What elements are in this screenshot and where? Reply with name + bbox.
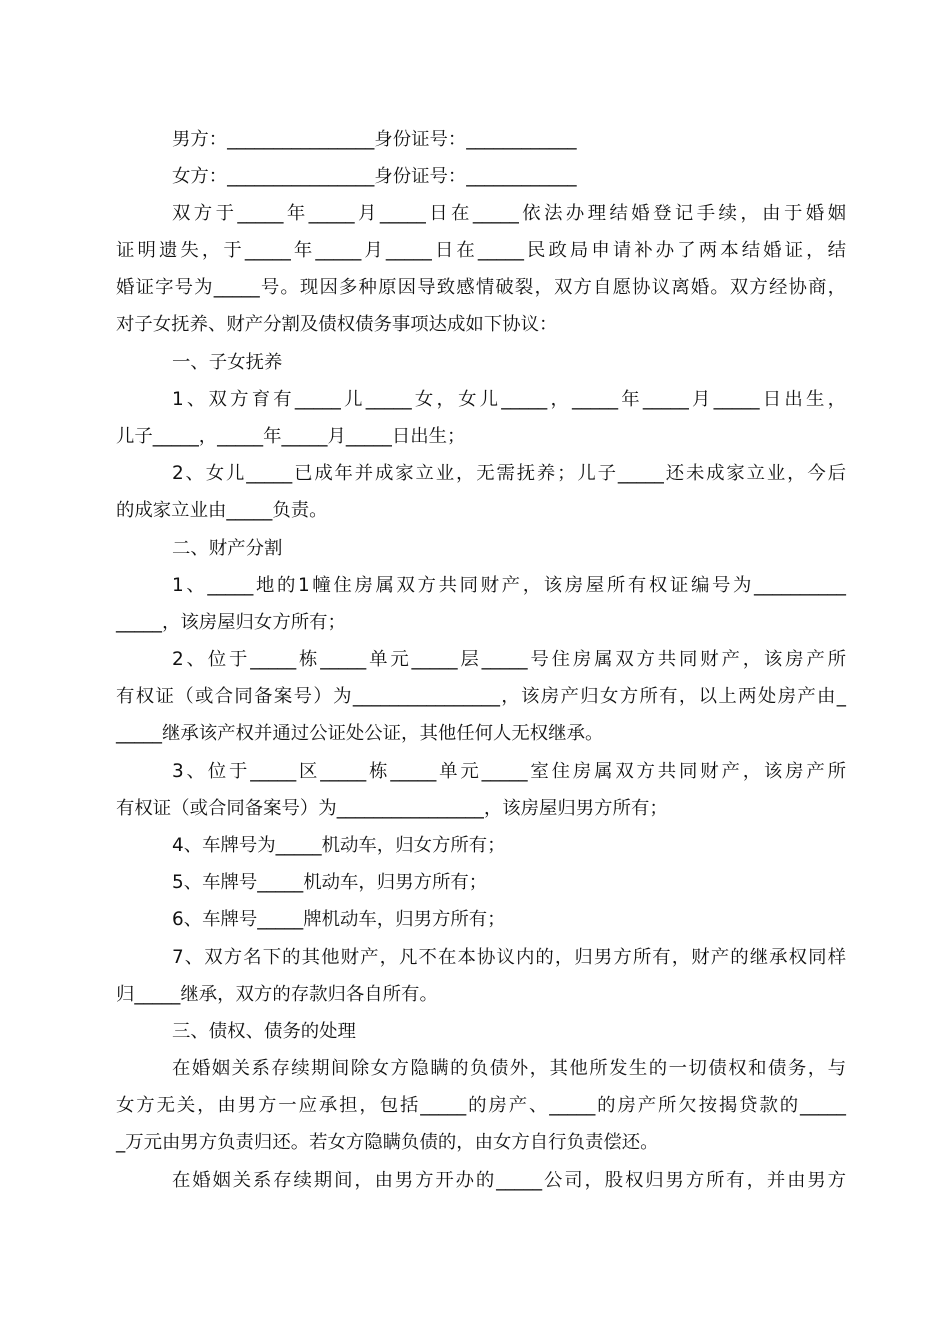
text-line: 1、双方育有_____儿_____女，女儿_____，_____年_____月_____日出生， (172, 389, 846, 410)
text-line: 在婚姻关系存续期间除女方隐瞒的负债外，其他所发生的一切债权和债务，与 (172, 1058, 846, 1079)
text-line: 3、位于_____区_____栋_____单元_____室住房属双方共同财产，该房产所 (172, 761, 846, 782)
text-line: 三、债权、债务的处理 (172, 1021, 356, 1042)
text-line: _____，该房屋归女方所有； (116, 612, 346, 633)
text-line: 双方于_____年_____月_____日在_____依法办理结婚登记手续，由于婚姻 (172, 203, 846, 224)
text-line: 2、位于_____栋_____单元_____层_____号住房属双方共同财产，该房产所 (172, 649, 846, 670)
text-line: _万元由男方负责归还。若女方隐瞒负债的，由女方自行负责偿还。 (116, 1132, 659, 1153)
text-line: 男方：________________身份证号：____________ (172, 129, 577, 150)
text-line: 5、车牌号_____机动车，归男方所有； (172, 872, 488, 893)
text-line: 4、车牌号为_____机动车，归女方所有； (172, 835, 506, 856)
text-line: 对子女抚养、财产分割及债权债务事项达成如下协议： (116, 314, 558, 335)
text-line: 女方无关，由男方一应承担，包括_____的房产、_____的房产所欠按揭贷款的_____ (116, 1095, 846, 1116)
text-line: 2、女儿_____已成年并成家立业，无需抚养；儿子_____还未成家立业，今后 (172, 463, 846, 484)
text-line: 7、双方名下的其他财产，凡不在本协议内的，归男方所有，财产的继承权同样 (172, 947, 846, 968)
text-line: 有权证（或合同备案号）为________________，该房产归女方所有，以上两处房产由_ (116, 686, 846, 707)
text-line: _____继承该产权并通过公证处公证，其他任何人无权继承。 (116, 723, 604, 744)
text-line: 二、财产分割 (172, 538, 283, 559)
text-line: 6、车牌号_____牌机动车，归男方所有； (172, 909, 506, 930)
text-line: 1、_____地的1幢住房属双方共同财产，该房屋所有权证编号为__________ (172, 575, 846, 596)
text-line: 在婚姻关系存续期间，由男方开办的_____公司，股权归男方所有，并由男方 (172, 1170, 846, 1191)
text-line: 女方：________________身份证号：____________ (172, 166, 577, 187)
text-line: 儿子_____，_____年_____月_____日出生； (116, 426, 466, 447)
text-line: 婚证字号为_____号。现因多种原因导致感情破裂，双方自愿协议离婚。双方经协商， (116, 277, 846, 298)
text-line: 归_____继承，双方的存款归各自所有。 (116, 984, 438, 1005)
text-line: 的成家立业由_____负责。 (116, 500, 328, 521)
text-line: 证明遗失，于_____年_____月_____日在_____民政局申请补办了两本结婚证，结 (116, 240, 846, 261)
text-line: 一、子女抚养 (172, 352, 283, 373)
text-line: 有权证（或合同备案号）为________________，该房屋归男方所有； (116, 798, 668, 819)
